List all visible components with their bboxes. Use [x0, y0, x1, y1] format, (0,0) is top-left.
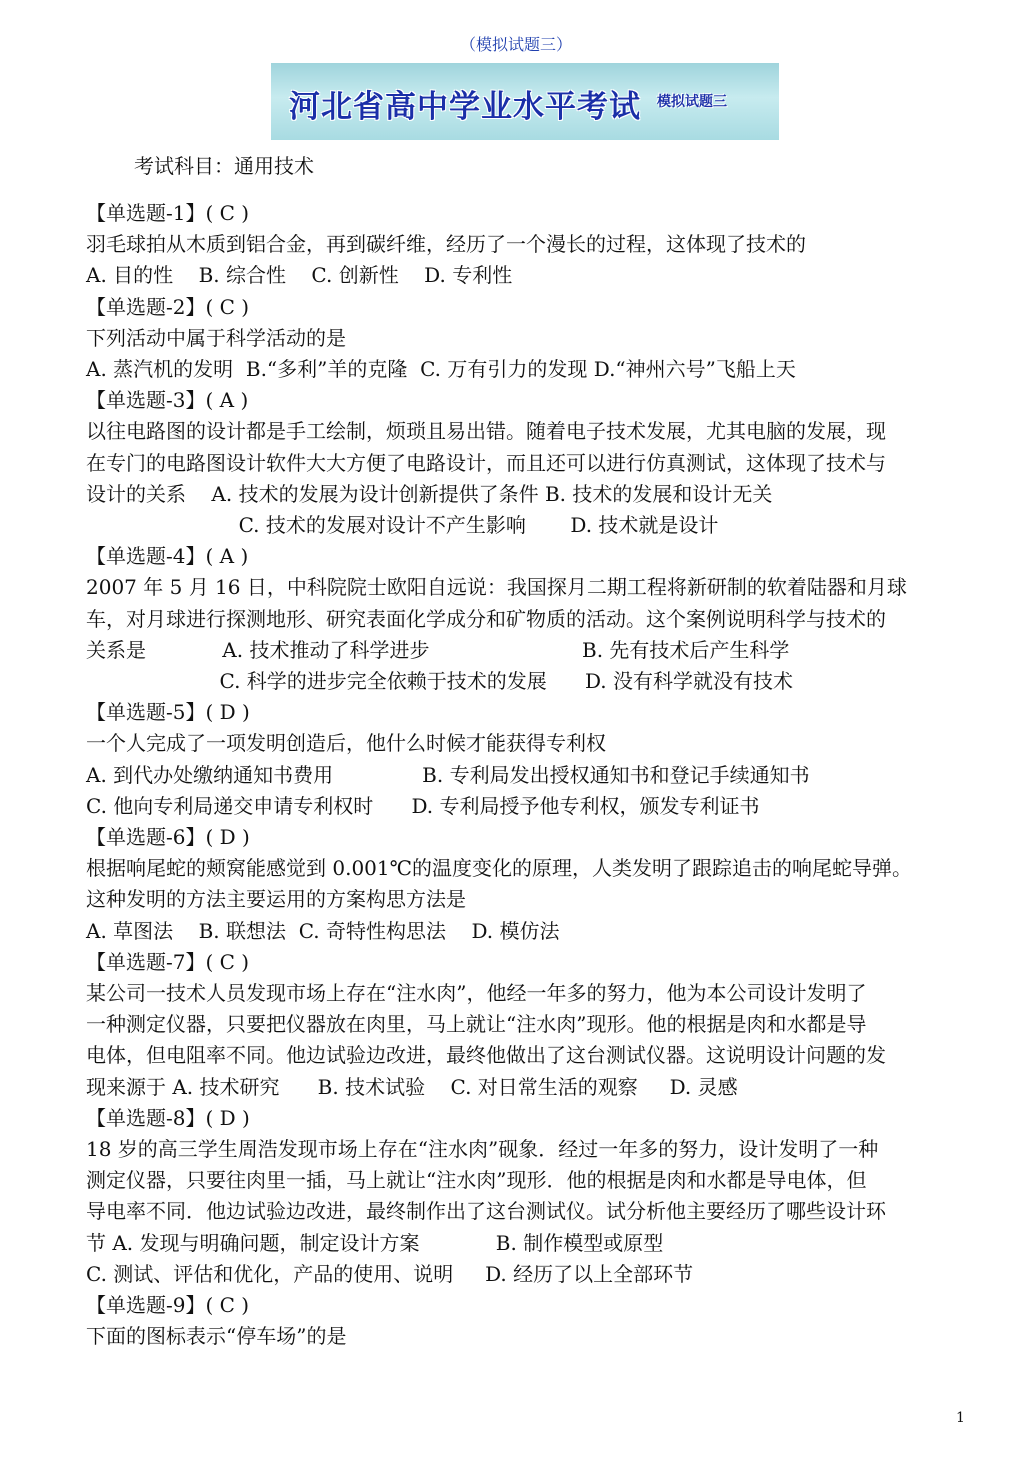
banner-subtitle: 模拟试题三 [657, 94, 727, 110]
question-line: 设计的关系 A. 技术的发展为设计创新提供了条件 B. 技术的发展和设计无关 [86, 481, 773, 506]
question-line: A. 到代办处缴纳通知书费用 B. 专利局发出授权通知书和登记手续通知书 [86, 762, 810, 787]
page-number: 1 [956, 1410, 965, 1426]
question-line: 下面的图标表示“停车场”的是 [86, 1324, 347, 1349]
question-line: 关系是 A. 技术推动了科学进步 B. 先有技术后产生科学 [86, 637, 790, 662]
question-header: 【单选题-9】( C ) [86, 1293, 250, 1317]
question-header: 【单选题-1】( C ) [86, 201, 250, 225]
question-line: 现来源于 A. 技术研究 B. 技术试验 C. 对日常生活的观察 D. 灵感 [86, 1074, 738, 1099]
question-line: C. 他向专利局递交申请专利权时 D. 专利局授予他专利权，颁发专利证书 [86, 793, 760, 818]
question-line: 某公司一技术人员发现市场上存在“注水肉”，他经一年多的努力，他为本公司设计发明了 [86, 981, 867, 1005]
question-line: 在专门的电路图设计软件大大方便了电路设计，而且还可以进行仿真测试，这体现了技术与 [86, 450, 886, 475]
question-line: 车，对月球进行探测地形、研究表面化学成分和矿物质的活动。这个案例说明科学与技术的 [86, 606, 886, 631]
question-header: 【单选题-5】( D ) [86, 700, 250, 725]
question-header: 【单选题-8】( D ) [86, 1105, 250, 1130]
question-line: 一种测定仪器，只要把仪器放在肉里，马上就让“注水肉”现形。他的根据是肉和水都是导 [86, 1012, 867, 1037]
header-note: （模拟试题三） [459, 35, 572, 54]
question-line: 18 岁的高三学生周浩发现市场上存在“注水肉”砚象．经过一年多的努力，设计发明了一种 [86, 1137, 879, 1161]
question-line: 羽毛球拍从木质到铝合金，再到碳纤维，经历了一个漫长的过程，这体现了技术的 [86, 232, 806, 257]
question-line: 电体，但电阻率不同。他边试验边改进，最终他做出了这台测试仪器。这说明设计问题的发 [86, 1043, 886, 1068]
question-line: 下列活动中属于科学活动的是 [86, 325, 346, 350]
question-header: 【单选题-7】( C ) [86, 949, 250, 974]
question-header: 【单选题-6】( D ) [86, 825, 250, 849]
question-line: 以往电路图的设计都是手工绘制，烦琐且易出错。随着电子技术发展，尤其电脑的发展，现 [86, 419, 886, 444]
banner-title: 河北省高中学业水平考试 [289, 89, 641, 125]
question-line: 测定仪器，只要往肉里一插，马上就让“注水肉”现形．他的根据是肉和水都是导电体，但 [86, 1168, 867, 1193]
question-header: 【单选题-2】( C ) [86, 294, 250, 319]
title-banner [271, 63, 779, 140]
question-header: 【单选题-4】( A ) [86, 544, 249, 569]
question-line: A. 草图法 B. 联想法 C. 奇特性构思法 D. 模仿法 [86, 918, 560, 943]
question-line: 根据响尾蛇的颊窝能感觉到 0.001℃的温度变化的原理，人类发明了跟踪追击的响尾蛇导弹。 [86, 856, 912, 881]
question-line: 这种发明的方法主要运用的方案构思方法是 [86, 887, 466, 912]
question-header: 【单选题-3】( A ) [86, 388, 249, 413]
question-line: 一个人完成了一项发明创造后，他什么时候才能获得专利权 [86, 731, 606, 756]
exam-subject: 考试科目：通用技术 [134, 154, 314, 178]
question-line: A. 蒸汽机的发明 B.“多利”羊的克隆 C. 万有引力的发现 D.“神州六号”飞船上天 [86, 357, 796, 381]
question-line: 节 A. 发现与明确问题，制定设计方案 B. 制作模型或原型 [86, 1230, 664, 1255]
question-line: C. 科学的进步完全依赖于技术的发展 D. 没有科学就没有技术 [86, 669, 793, 693]
question-line: 2007 年 5 月 16 日，中科院院士欧阳自远说：我国探月二期工程将新研制的软着陆器和月球 [86, 575, 907, 600]
question-line: C. 测试、评估和优化，产品的使用、说明 D. 经历了以上全部环节 [86, 1261, 694, 1286]
question-line: C. 技术的发展对设计不产生影响 D. 技术就是设计 [86, 513, 719, 537]
question-line: A. 目的性 B. 综合性 C. 创新性 D. 专利性 [86, 263, 513, 288]
question-line: 导电率不同．他边试验边改进，最终制作出了这台测试仪。试分析他主要经历了哪些设计环 [86, 1199, 886, 1224]
